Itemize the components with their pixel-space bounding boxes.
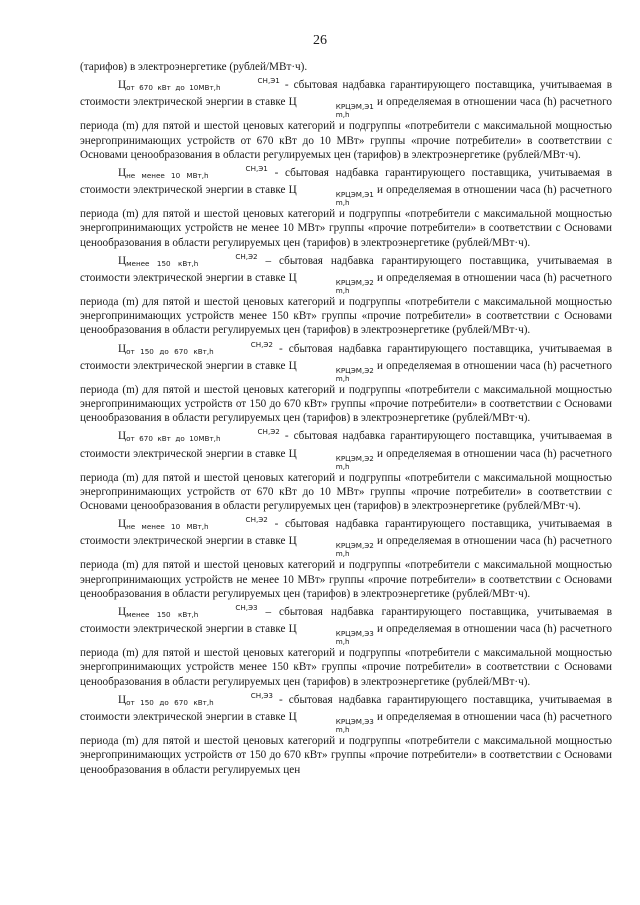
definition-lead: - сбытовая надбавка гарантирующего поставщика, учитываемая в стоимости электрической энергии в ставке Ц	[80, 79, 612, 109]
definition-paragraph	[80, 338, 612, 426]
rate-symbol-indices: КРЦЭМ,Э3 m,h	[335, 717, 374, 735]
definition-body: и определяемая в отношении часа (h) расчетного периода (m) для пятой и шестой ценовых категорий и подгруппы «потребители с максимальной мощностью энергопринимающих устройств от 150 до 670 кВт» группы «прочие потребители» в соответствии с Основами ценообразования в области регулируемых цен	[80, 711, 613, 776]
rate-symbol-indices: КРЦЭМ,Э2 m,h	[335, 541, 374, 559]
definition-paragraph	[80, 601, 612, 689]
rate-symbol-indices: КРЦЭМ,Э1 m,h	[335, 190, 374, 208]
definition-lead: - сбытовая надбавка гарантирующего поставщика, учитываемая в стоимости электрической энергии в ставке Ц	[80, 167, 612, 197]
definition-body: и определяемая в отношении часа (h) расчетного периода (m) для пятой и шестой ценовых категорий и подгруппы «потребители с максимальной мощностью энергопринимающих устройств от 150 до 670 кВт» группы «прочие потребители» в соответствии с Основами ценообразования в области регулируемых цен (тарифов) в электроэнергетике (рублей/МВт·ч).	[80, 359, 613, 425]
definition-paragraph	[80, 162, 612, 250]
rate-symbol-indices: КРЦЭМ,Э2 m,h	[335, 453, 374, 471]
tariff-symbol: $Ц_{от 670 кВт до 10МВт,h}СН,Э2$	[118, 427, 280, 444]
definition-body: и определяемая в отношении часа (h) расчетного периода (m) для пятой и шестой ценовых категорий и подгруппы «потребители с максимальной мощностью энергопринимающих устройств не менее 10 МВт» группы «прочие потребители» в соответствии с Основами ценообразования в области регулируемых цен (тарифов) в электроэнергетике (рублей/МВт·ч).	[80, 184, 613, 249]
definition-paragraph	[80, 513, 612, 601]
definition-paragraph	[80, 74, 612, 162]
document-body	[80, 60, 612, 777]
tariff-symbol: $Ц_{от 670 кВт до 10МВт,h}СН,Э1$	[118, 76, 280, 93]
tariff-symbol: $Ц_{не менее 10 МВт,h}СН,Э1$	[118, 164, 268, 181]
definition-lead: - сбытовая надбавка гарантирующего поставщика, учитываемая в стоимости электрической энергии в ставке Ц	[80, 430, 612, 460]
tariff-symbol: $Ц_{от 150 до 670 кВт,h}СН,Э2$	[118, 339, 273, 356]
tariff-symbol: $Ц_{менее 150 кВт,h}СН,Э3$	[118, 603, 258, 620]
definition-lead: – сбытовая надбавка гарантирующего поставщика, учитываемая в стоимости электрической энергии в ставке Ц	[80, 254, 612, 285]
tariff-symbol: $Ц_{от 150 до 670 кВт,h}СН,Э3$	[118, 690, 273, 707]
definition-paragraph	[80, 689, 612, 777]
definition-lead: – сбытовая надбавка гарантирующего поставщика, учитываемая в стоимости электрической энергии в ставке Ц	[80, 606, 612, 636]
rate-symbol-indices: КРЦЭМ,Э1 m,h	[335, 102, 374, 120]
rate-symbol-indices: КРЦЭМ,Э2 m,h	[335, 278, 374, 296]
definition-body: и определяемая в отношении часа (h) расчетного периода (m) для пятой и шестой ценовых категорий и подгруппы «потребители с максимальной мощностью энергопринимающих устройств от 670 кВт до 10 МВт» группы «прочие потребители» в соответствии с Основами ценообразования в области регулируемых цен (тарифов) в электроэнергетике (рублей/МВт·ч).	[80, 447, 613, 513]
definition-body: и определяемая в отношении часа (h) расчетного периода (m) для пятой и шестой ценовых категорий и подгруппы «потребители с максимальной мощностью энергопринимающих устройств менее 150 кВт» группы «прочие потребители» в соответствии с Основами ценообразования в области регулируемых цен (тарифов) в электроэнергетике (рублей/МВт·ч).	[80, 623, 613, 688]
definition-paragraph	[80, 425, 612, 513]
definition-lead: - сбытовая надбавка гарантирующего поставщика, учитываемая в стоимости электрической энергии в ставке Ц	[80, 518, 612, 548]
rate-symbol-indices: КРЦЭМ,Э3 m,h	[335, 629, 374, 647]
page-number: 26	[313, 33, 327, 48]
definition-lead: - сбытовая надбавка гарантирующего поставщика, учитываемая в стоимости электрической энергии в ставке Ц	[80, 342, 612, 372]
definition-body: и определяемая в отношении часа (h) расчетного периода (m) для пятой и шестой ценовых категорий и подгруппы «потребители с максимальной мощностью энергопринимающих устройств не менее 10 МВт» группы «прочие потребители» в соответствии с Основами ценообразования в области регулируемых цен (тарифов) в электроэнергетике (рублей/МВт·ч).	[80, 535, 613, 600]
tariff-symbol: $Ц_{менее 150 кВт,h}СН,Э2$	[118, 251, 258, 268]
intro-paragraph: (тарифов) в электроэнергетике (рублей/МВт·ч).	[80, 61, 308, 73]
tariff-symbol: $Ц_{не менее 10 МВт,h}СН,Э2$	[118, 515, 268, 532]
definition-body: и определяемая в отношении часа (h) расчетного периода (m) для пятой и шестой ценовых категорий и подгруппы «потребители с максимальной мощностью энергопринимающих устройств менее 150 кВт» группы «прочие потребители» в соответствии с Основами ценообразования в области регулируемых цен (тарифов) в электроэнергетике (рублей/МВт·ч).	[80, 272, 613, 337]
rate-symbol-indices: КРЦЭМ,Э2 m,h	[335, 365, 374, 383]
definition-lead: - сбытовая надбавка гарантирующего поставщика, учитываемая в стоимости электрической энергии в ставке Ц	[80, 693, 612, 724]
definition-body: и определяемая в отношении часа (h) расчетного периода (m) для пятой и шестой ценовых категорий и подгруппы «потребители с максимальной мощностью энергопринимающих устройств от 670 кВт до 10 МВт» группы «прочие потребители» в соответствии с Основами ценообразования в области регулируемых цен (тарифов) в электроэнергетике (рублей/МВт·ч).	[80, 96, 613, 161]
definition-paragraph	[80, 250, 612, 338]
